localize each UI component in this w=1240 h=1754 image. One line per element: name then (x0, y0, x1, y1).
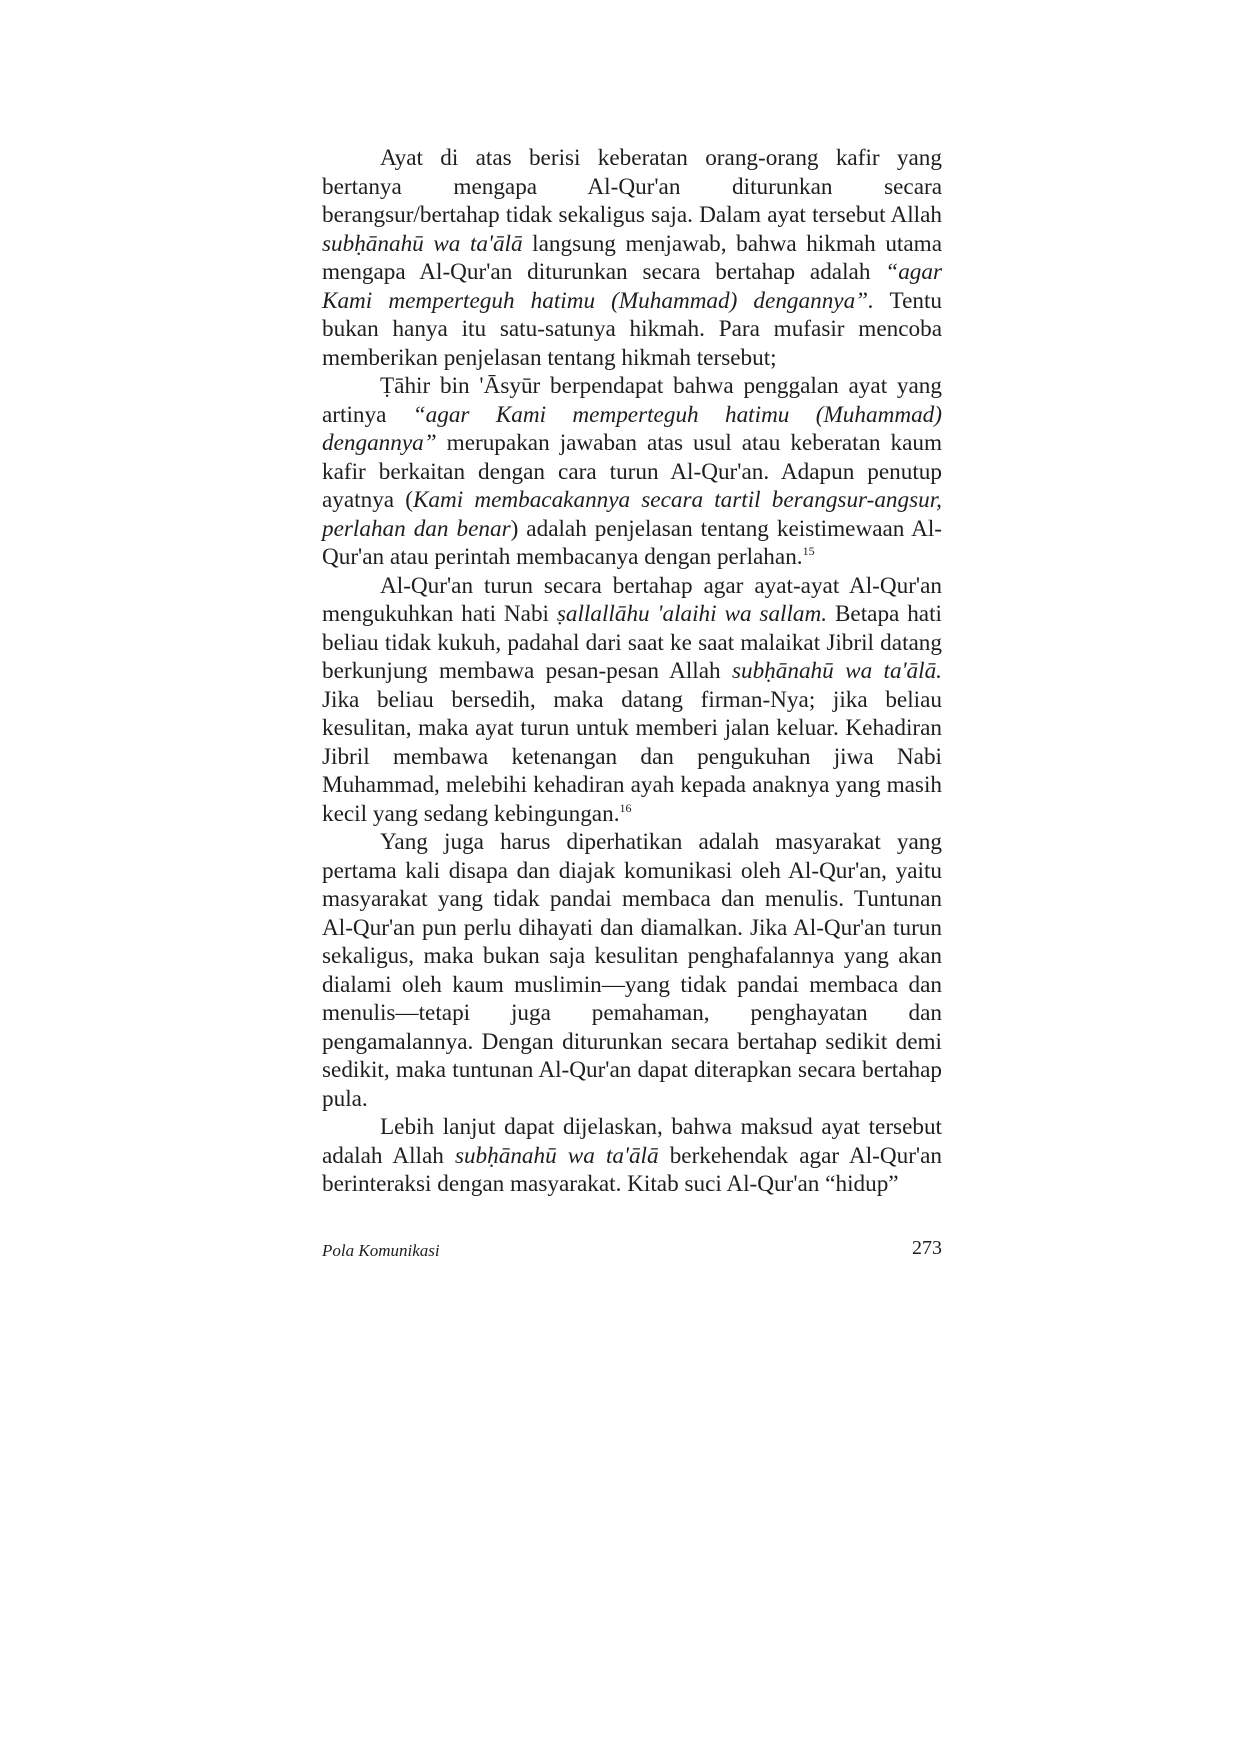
text-run: Yang juga harus diperhatikan adalah masyarakat yang pertama kali disapa dan diajak komunikasi oleh Al-Qur'an, yaitu masyarakat yang tidak pandai membaca dan menulis. Tuntunan Al-Qur'an pun perlu dihayati dan diamalkan. Jika Al-Qur'an turun sekaligus, maka bukan saja kesulitan penghafalannya yang akan dialami oleh kaum muslimin—yang tidak pandai membaca dan menulis—tetapi juga pemahaman, penghayatan dan pengamalannya. Dengan diturunkan secara bertahap sedikit demi sedikit, maka tuntunan Al-Qur'an dapat diterapkan secara bertahap pula. (322, 829, 942, 1112)
text-run: Betapa hati beliau tidak kukuh, padahal dari saat ke saat malaikat Jibril datang berkunjung membawa pesan-pesan Allah (322, 601, 942, 684)
page-footer (322, 1237, 942, 1265)
italic-text: ṣallallāhu 'alaihi wa sallam. (556, 601, 828, 627)
page-number: 273 (912, 1237, 942, 1259)
text-run: Jika beliau bersedih, maka datang firman-Nya; jika beliau kesulitan, maka ayat turun untuk memberi jalan keluar. Kehadiran Jibril membawa ketenangan dan pengukuhan jiwa Nabi Muhammad, melebihi kehadiran ayah kepada anaknya yang masih kecil yang sedang kebingungan. (322, 686, 942, 827)
text-run: Al-Qur'an turun secara bertahap agar ayat-ayat Al-Qur'an mengukuhkan hati Nabi (322, 572, 942, 627)
italic-text: subḥānahū wa ta'ālā (454, 1142, 659, 1169)
footnote-ref: 15 (802, 544, 815, 558)
italic-text: “agar Kami memperteguh hatimu (Muhammad) dengannya”. (322, 259, 942, 314)
paragraph (322, 144, 942, 372)
text-run: merupakan jawaban atas usul atau keberatan kaum kafir berkaitan dengan cara turun Al-Qur'an. Adapun penutup ayatnya ( (322, 430, 942, 513)
footnote-ref: 16 (619, 800, 632, 815)
paragraph (322, 1113, 942, 1199)
text-run: Tentu bukan hanya itu satu-satunya hikmah. Para mufasir mencoba memberikan penjelasan tentang hikmah tersebut; (322, 287, 943, 371)
text-run: Ṭāhir bin 'Āsyūr berpendapat bahwa penggalan ayat yang artinya (322, 373, 942, 428)
body-text (322, 144, 942, 1199)
text-run: Ayat di atas berisi keberatan orang-orang kafir yang bertanya mengapa Al-Qur'an diturunkan secara berangsur/bertahap tidak sekaligus saja. Dalam ayat tersebut Allah (322, 145, 942, 228)
italic-text: subḥānahū wa ta'ālā. (731, 658, 942, 684)
paragraph (322, 828, 942, 1113)
paragraph (322, 572, 942, 829)
text-run: Lebih lanjut dapat dijelaskan, bahwa maksud ayat tersebut adalah Allah (322, 1114, 942, 1169)
paragraph (322, 372, 942, 572)
text-run: langsung menjawab, bahwa hikmah utama mengapa Al-Qur'an diturunkan secara bertahap adalah (322, 230, 942, 285)
italic-text: subḥānahū wa ta'ālā (322, 230, 523, 257)
text-run: ) adalah penjelasan tentang keistimewaan Al-Qur'an atau perintah membacanya dengan perlahan. (322, 515, 942, 570)
italic-text: Kami membacakannya secara tartil berangsur-angsur, perlahan dan benar (322, 487, 942, 542)
italic-text: “agar Kami memperteguh hatimu (Muhammad) dengannya” (322, 401, 942, 456)
running-title: Pola Komunikasi (322, 1241, 440, 1260)
text-run: berkehendak agar Al-Qur'an berinteraksi dengan masyarakat. Kitab suci Al-Qur'an “hidup” (322, 1142, 942, 1197)
